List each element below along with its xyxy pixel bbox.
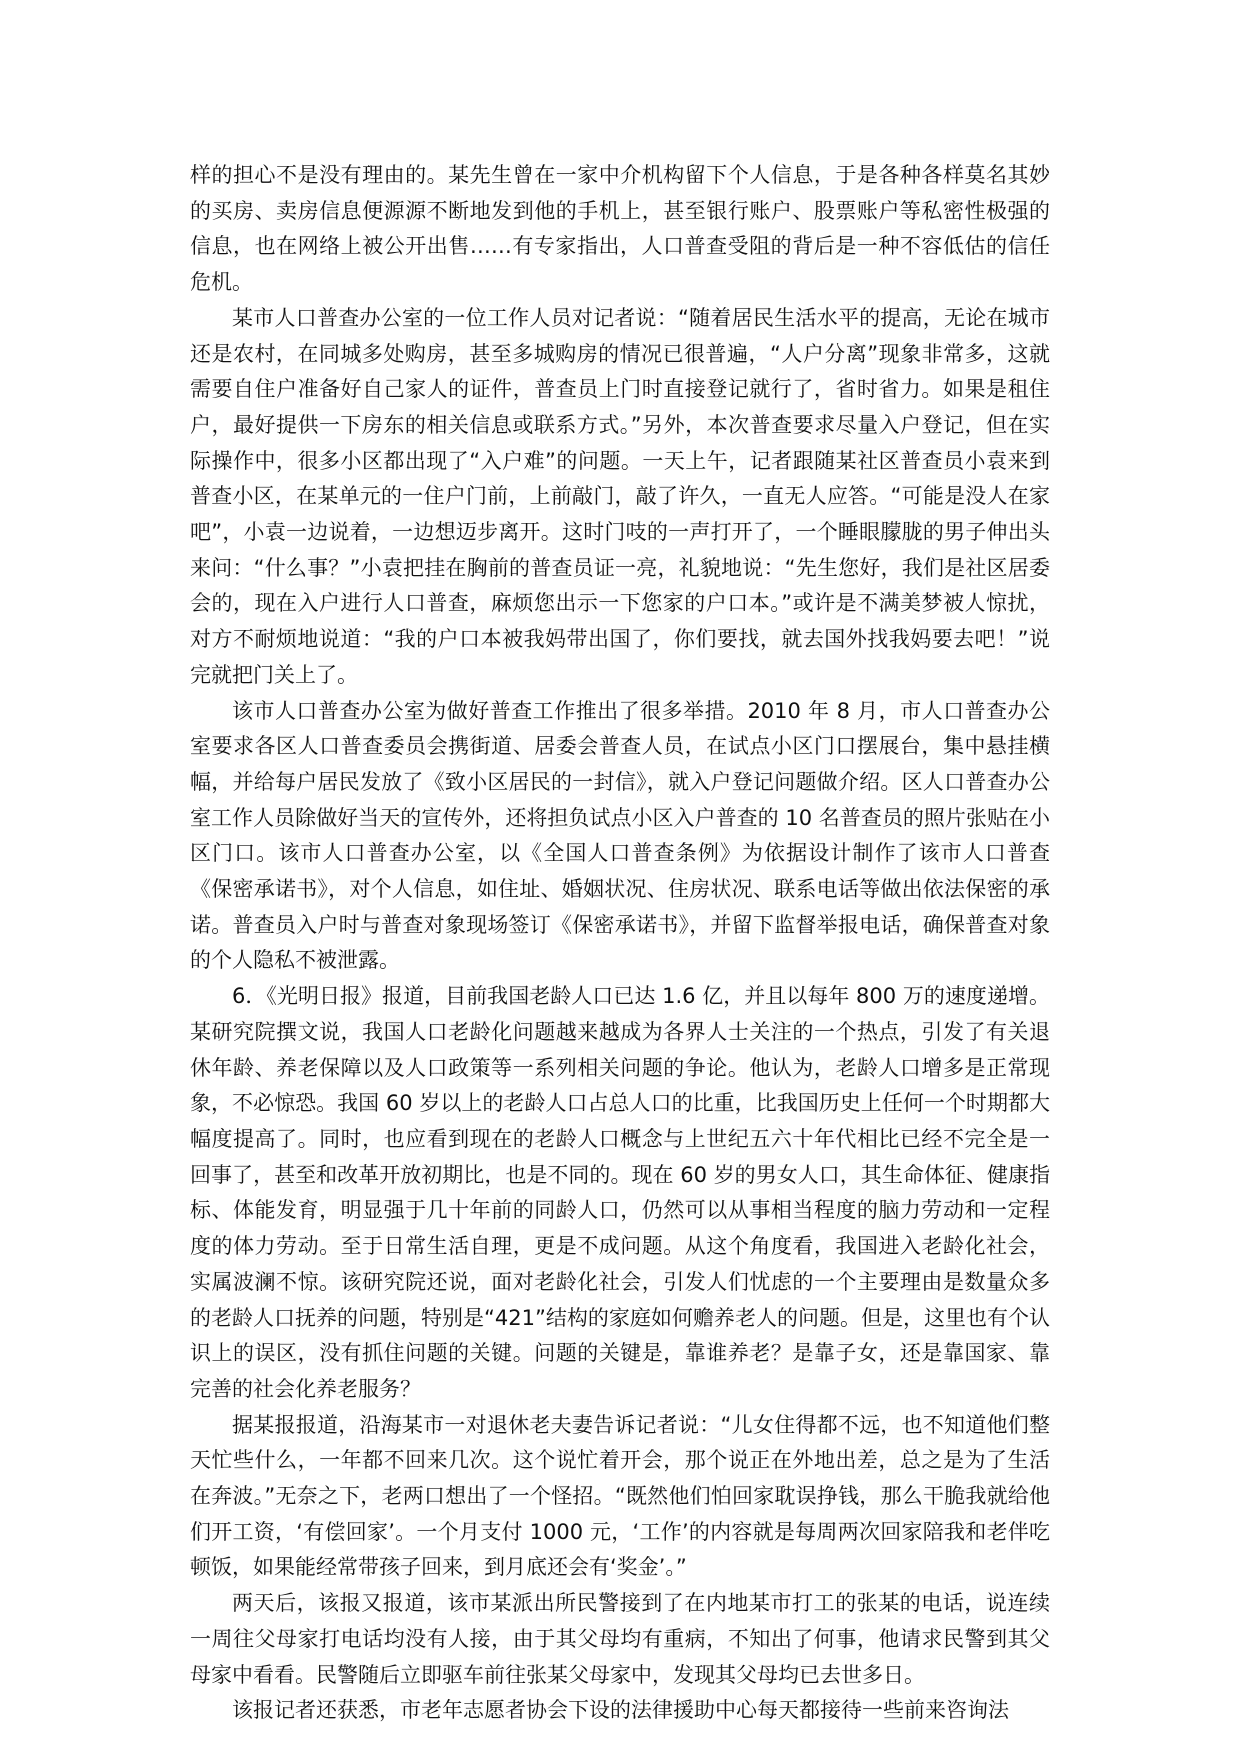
paragraph-6: 两天后，该报又报道，该市某派出所民警接到了在内地某市打工的张某的电话，说连续一周往父母家打电话均没有人接，由于其父母均有重病，不知出了何事，他请求民警到其父母家中看看。民警随后立即驱车前往张某父母家中，发现其父母均已去世多日。	[190, 1591, 1050, 1687]
paragraph-2: 某市人口普查办公室的一位工作人员对记者说：“随着居民生活水平的提高，无论在城市还是农村，在同城多处购房，甚至多城购房的情况已很普遍，“人户分离”现象非常多，这就需要自住户准备好自己家人的证件，普查员上门时直接登记就行了，省时省力。如果是租住户，最好提供一下房东的相关信息或联系方式。”另外，本次普查要求尽量入户登记，但在实际操作中，很多小区都出现了“入户难”的问题。一天上午，记者跟随某社区普查员小袁来到普查小区，在某单元的一住户门前，上前敲门，敲了许久，一直无人应答。“可能是没人在家吧”，小袁一边说着，一边想迈步离开。这时门吱的一声打开了，一个睡眼朦胧的男子伸出头来问：“什么事？”小袁把挂在胸前的普查员证一亮，礼貌地说：“先生您好，我们是社区居委会的，现在入户进行人口普查，麻烦您出示一下您家的户口本。”或许是不满美梦被人惊扰，对方不耐烦地说道：“我的户口本被我妈带出国了，你们要找，就去国外找我妈要去吧！”说完就把门关上了。	[190, 305, 1050, 687]
document-page	[190, 158, 1050, 1729]
paragraph-3: 该市人口普查办公室为做好普查工作推出了很多举措。2010 年 8 月，市人口普查办公室要求各区人口普查委员会携街道、居委会普查人员，在试点小区门口摆展台，集中悬挂横幅，并给每户居民发放了《致小区居民的一封信》，就入户登记问题做介绍。区人口普查办公室工作人员除做好当天的宣传外，还将担负试点小区入户普查的 10 名普查员的照片张贴在小区门口。该市人口普查办公室，以《全国人口普查条例》为依据设计制作了该市人口普查《保密承诺书》，对个人信息，如住址、婚姻状况、住房状况、联系电话等做出依法保密的承诺。普查员入户时与普查对象现场签订《保密承诺书》，并留下监督举报电话，确保普查对象的个人隐私不被泄露。	[190, 698, 1050, 973]
paragraph-4: 6．《光明日报》报道，目前我国老龄人口已达 1.6 亿，并且以每年 800 万的速度递增。某研究院撰文说，我国人口老龄化问题越来越成为各界人士关注的一个热点，引发了有关退休年龄、养老保障以及人口政策等一系列相关问题的争论。他认为，老龄人口增多是正常现象，不必惊恐。我国 60 岁以上的老龄人口占总人口的比重，比我国历史上任何一个时期都大幅度提高了。同时，也应看到现在的老龄人口概念与上世纪五六十年代相比已经不完全是一回事了，甚至和改革开放初期比，也是不同的。现在 60 岁的男女人口，其生命体征、健康指标、体能发育，明显强于几十年前的同龄人口，仍然可以从事相当程度的脑力劳动和一定程度的体力劳动。至于日常生活自理，更是不成问题。从这个角度看，我国进入老龄化社会，实属波澜不惊。该研究院还说，面对老龄化社会，引发人们忧虑的一个主要理由是数量众多的老龄人口抚养的问题，特别是“421”结构的家庭如何赡养老人的问题。但是，这里也有个认识上的误区，没有抓住问题的关键。问题的关键是，靠谁养老？是靠子女，还是靠国家、靠完善的社会化养老服务？	[190, 984, 1050, 1401]
paragraph-7: 该报记者还获悉，市老年志愿者协会下设的法律援助中心每天都接待一些前来咨询法	[232, 1698, 1009, 1723]
paragraph-5: 据某报报道，沿海某市一对退休老夫妻告诉记者说：“儿女住得都不远，也不知道他们整天忙些什么，一年都不回来几次。这个说忙着开会，那个说正在外地出差，总之是为了生活在奔波。”无奈之下，老两口想出了一个怪招。“既然他们怕回家耽误挣钱，那么干脆我就给他们开工资，‘有偿回家’。一个月支付 1000 元，‘工作’的内容就是每周两次回家陪我和老伴吃顿饭，如果能经常带孩子回来，到月底还会有‘奖金’。”	[190, 1412, 1050, 1580]
paragraph-1: 样的担心不是没有理由的。某先生曾在一家中介机构留下个人信息，于是各种各样莫名其妙的买房、卖房信息便源源不断地发到他的手机上，甚至银行账户、股票账户等私密性极强的信息，也在网络上被公开出售……有专家指出，人口普查受阻的背后是一种不容低估的信任危机。	[190, 163, 1050, 295]
